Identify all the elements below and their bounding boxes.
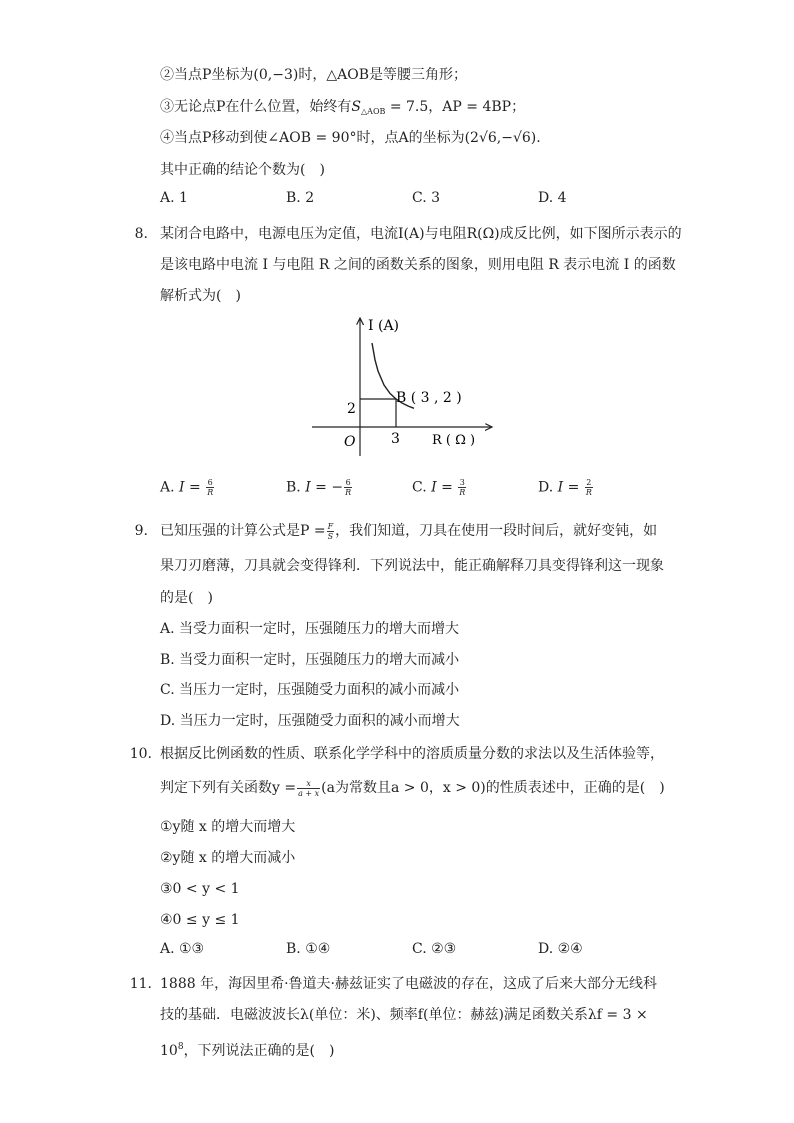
q8-option-b: B. I = − $\frac{6}{R}$ [286, 478, 352, 497]
q9-option-b: B. 当受力面积一定时，压强随压力的增大而减小 [160, 652, 460, 668]
q7-option-a: A. 1 [160, 190, 188, 206]
q7-statement-3-suffix: = 7.5，AP = 4BP； [389, 99, 526, 115]
q7-statement-3-prefix: ③无论点P在什么位置，始终有 [160, 99, 352, 115]
q7-statement-2: ②当点P坐标为(0,−3)时，△AOB是等腰三角形； [160, 67, 467, 83]
q10-item-3: ③0 < y < 1 [160, 881, 240, 897]
y-axis-label: I (A) [368, 318, 400, 334]
q7-option-c: C. 3 [412, 190, 441, 206]
q9-line-1: 已知压强的计算公式是P = $\frac{F}{S}$ ，我们知道，刀具在使用一段时间后，就好变钝，如 [160, 521, 658, 541]
q11-line-3: $10^8$，下列说法正确的是( ) [160, 1042, 335, 1059]
q9-option-c: C. 当压力一定时，压强随受力面积的减小而减小 [160, 682, 460, 698]
q11-line-1: 1888 年，海因里希·鲁道夫·赫兹证实了电磁波的存在，这成了后来大部分无线科 [160, 976, 657, 992]
q8-line-2: 是该电路中电流 I 与电阻 R 之间的函数关系的图象，则用电阻 R 表示电流 I 的函数 [160, 257, 676, 273]
q10-line-1: 根据反比例函数的性质、联系化学学科中的溶质质量分数的求法以及生活体验等， [160, 746, 664, 762]
q10-item-4: ④0 ≤ y ≤ 1 [160, 912, 240, 928]
q8-option-c: C. I = $\frac{3}{R}$ [412, 478, 466, 497]
q10-option-d: D. ②④ [538, 941, 583, 957]
q9-number: 9. [134, 523, 148, 539]
pressure-fraction: $\frac{F}{S}$ [327, 521, 334, 541]
q8-line-3: 解析式为( ) [160, 288, 241, 304]
q10-number: 10. [129, 746, 152, 762]
q7-option-d: D. 4 [538, 190, 567, 206]
q8-option-d: D. I = $\frac{2}{R}$ [538, 478, 592, 497]
q8-graph [300, 310, 500, 460]
q10-item-2: ②y随 x 的增大而减小 [160, 850, 296, 866]
q9-line-2: 果刀刃磨薄，刀具就会变得锋利．下列说法中，能正确解释刀具变得锋利这一现象 [160, 558, 664, 574]
q9-option-a: A. 当受力面积一定时，压强随压力的增大而增大 [160, 621, 460, 637]
q10-line-2: 判定下列有关函数y = $\frac{x}{a + x}$ (a为常数且a > 0，x > 0)的性质表述中，正确的是( ) [160, 778, 665, 798]
q9-option-d: D. 当压力一定时，压强随受力面积的减小而增大 [160, 713, 460, 729]
origin-label: O [344, 434, 356, 450]
q8-number: 8. [134, 226, 148, 242]
x-axis-label: R ( Ω ) [432, 433, 476, 448]
q9-line-3: 的是( ) [160, 590, 213, 606]
q7-area-subscript: △AOB [361, 107, 386, 116]
q10-option-a: A. ①③ [160, 941, 205, 957]
q7-question: 其中正确的结论个数为( ) [160, 162, 325, 178]
tick-label-y: 2 [347, 401, 356, 417]
q7-option-b: B. 2 [286, 190, 315, 206]
q11-number: 11. [129, 976, 152, 992]
q7-area-symbol: S [351, 99, 362, 115]
q8-line-1: 某闭合电路中，电源电压为定值，电流I(A)与电阻R(Ω)成反比例，如下图所示表示的 [160, 226, 682, 242]
q10-item-1: ①y随 x 的增大而增大 [160, 819, 296, 835]
q11-line-2: 技的基础．电磁波波长λ(单位：米)、频率f(单位：赫兹)满足函数关系λf = 3 × [160, 1007, 648, 1023]
q7-statement-3 [160, 97, 525, 122]
tick-label-x: 3 [391, 431, 400, 447]
function-fraction: $\frac{x}{a + x}$ [298, 778, 320, 798]
q8-option-a: A. I = $\frac{6}{R}$ [160, 478, 214, 497]
q10-option-c: C. ②③ [412, 941, 457, 957]
q7-statement-4: ④当点P移动到使∠AOB = 90°时，点A的坐标为(2√6,−√6). [160, 130, 541, 146]
point-b-label: B ( 3 , 2 ) [396, 390, 462, 406]
q10-option-b: B. ①④ [286, 941, 331, 957]
